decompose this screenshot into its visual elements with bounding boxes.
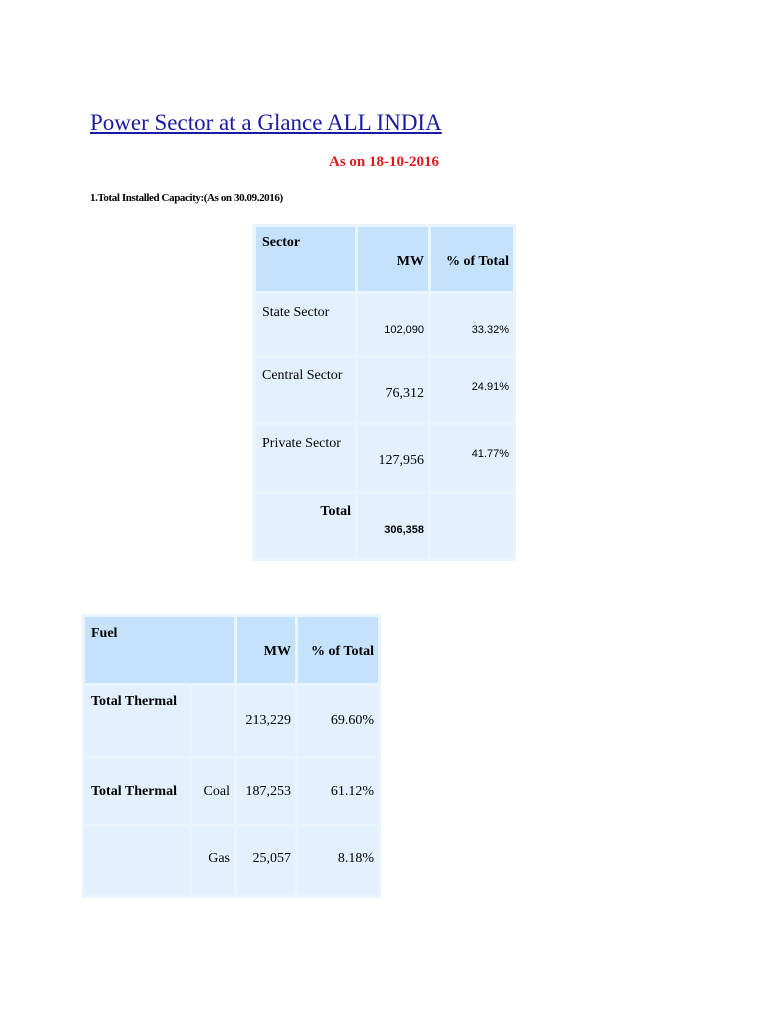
sector-capacity-table [253,224,516,561]
header-mw-label: MW [263,644,291,659]
row-mw-value: 127,956 [378,453,424,468]
header-pct-label: % of Total [310,644,374,659]
row-sub-label: Coal [203,784,230,799]
row-pct-value: 61.12% [330,784,374,799]
row-mw [237,759,295,824]
row-sub [192,686,234,756]
table-header-row [256,227,513,291]
header-pct [431,227,513,291]
header-mw [358,227,428,291]
header-mw-label: MW [396,254,424,269]
row-mw [237,827,295,895]
date-line: As on 18-10-2016 [329,154,440,170]
header-fuel [85,617,234,683]
total-label-text: Total [320,504,351,519]
row-label [85,759,189,824]
total-mw [358,494,428,558]
header-sector [256,227,355,291]
row-label-text: Total Thermal [91,784,177,799]
row-pct [298,759,378,824]
row-mw-value: 213,229 [245,713,291,728]
section-heading: 1.Total Installed Capacity:(As on 30.09.2016) [90,192,283,204]
table-total-row [256,494,513,558]
page-title-link[interactable]: Power Sector at a Glance ALL INDIA [90,110,442,135]
total-mw-value: 306,358 [384,524,424,536]
fuel-capacity-table [82,614,381,898]
row-pct [431,294,513,355]
row-pct-value: 24.91% [471,381,509,393]
table-row [256,425,513,491]
header-fuel-label: Fuel [91,626,118,641]
total-pct [431,494,513,558]
row-label-text: Central Sector [262,368,343,383]
row-pct [431,358,513,422]
total-label [256,494,355,558]
row-label [85,827,189,895]
row-pct-value: 33.32% [471,324,509,336]
header-sector-label: Sector [262,235,301,250]
table-header-row [85,617,378,683]
row-mw-value: 102,090 [384,324,424,336]
header-pct [298,617,378,683]
table-row [256,294,513,355]
table-row [256,358,513,422]
row-mw [237,686,295,756]
row-label-text: Private Sector [262,436,341,451]
row-label-text: State Sector [262,305,330,320]
row-label-text [85,827,189,839]
row-label-text: Total Thermal [91,694,177,709]
row-label [256,425,355,491]
row-pct [298,686,378,756]
header-mw [237,617,295,683]
table-row [85,759,378,824]
header-pct-label: % of Total [445,254,509,269]
row-mw [358,425,428,491]
row-label [256,358,355,422]
row-pct [298,827,378,895]
row-mw [358,358,428,422]
row-mw [358,294,428,355]
row-pct-value: 41.77% [471,448,509,460]
row-label [256,294,355,355]
row-mw-value: 76,312 [385,386,424,401]
row-sub [192,759,234,824]
row-pct-value: 69.60% [330,713,374,728]
row-label [85,686,189,756]
row-pct [431,425,513,491]
table-row [85,686,378,756]
row-mw-value: 187,253 [245,784,291,799]
row-mw-value: 25,057 [252,851,291,866]
row-sub-label: Gas [208,851,230,866]
row-pct-value: 8.18% [337,851,374,866]
table-row [85,827,378,895]
row-sub [192,827,234,895]
